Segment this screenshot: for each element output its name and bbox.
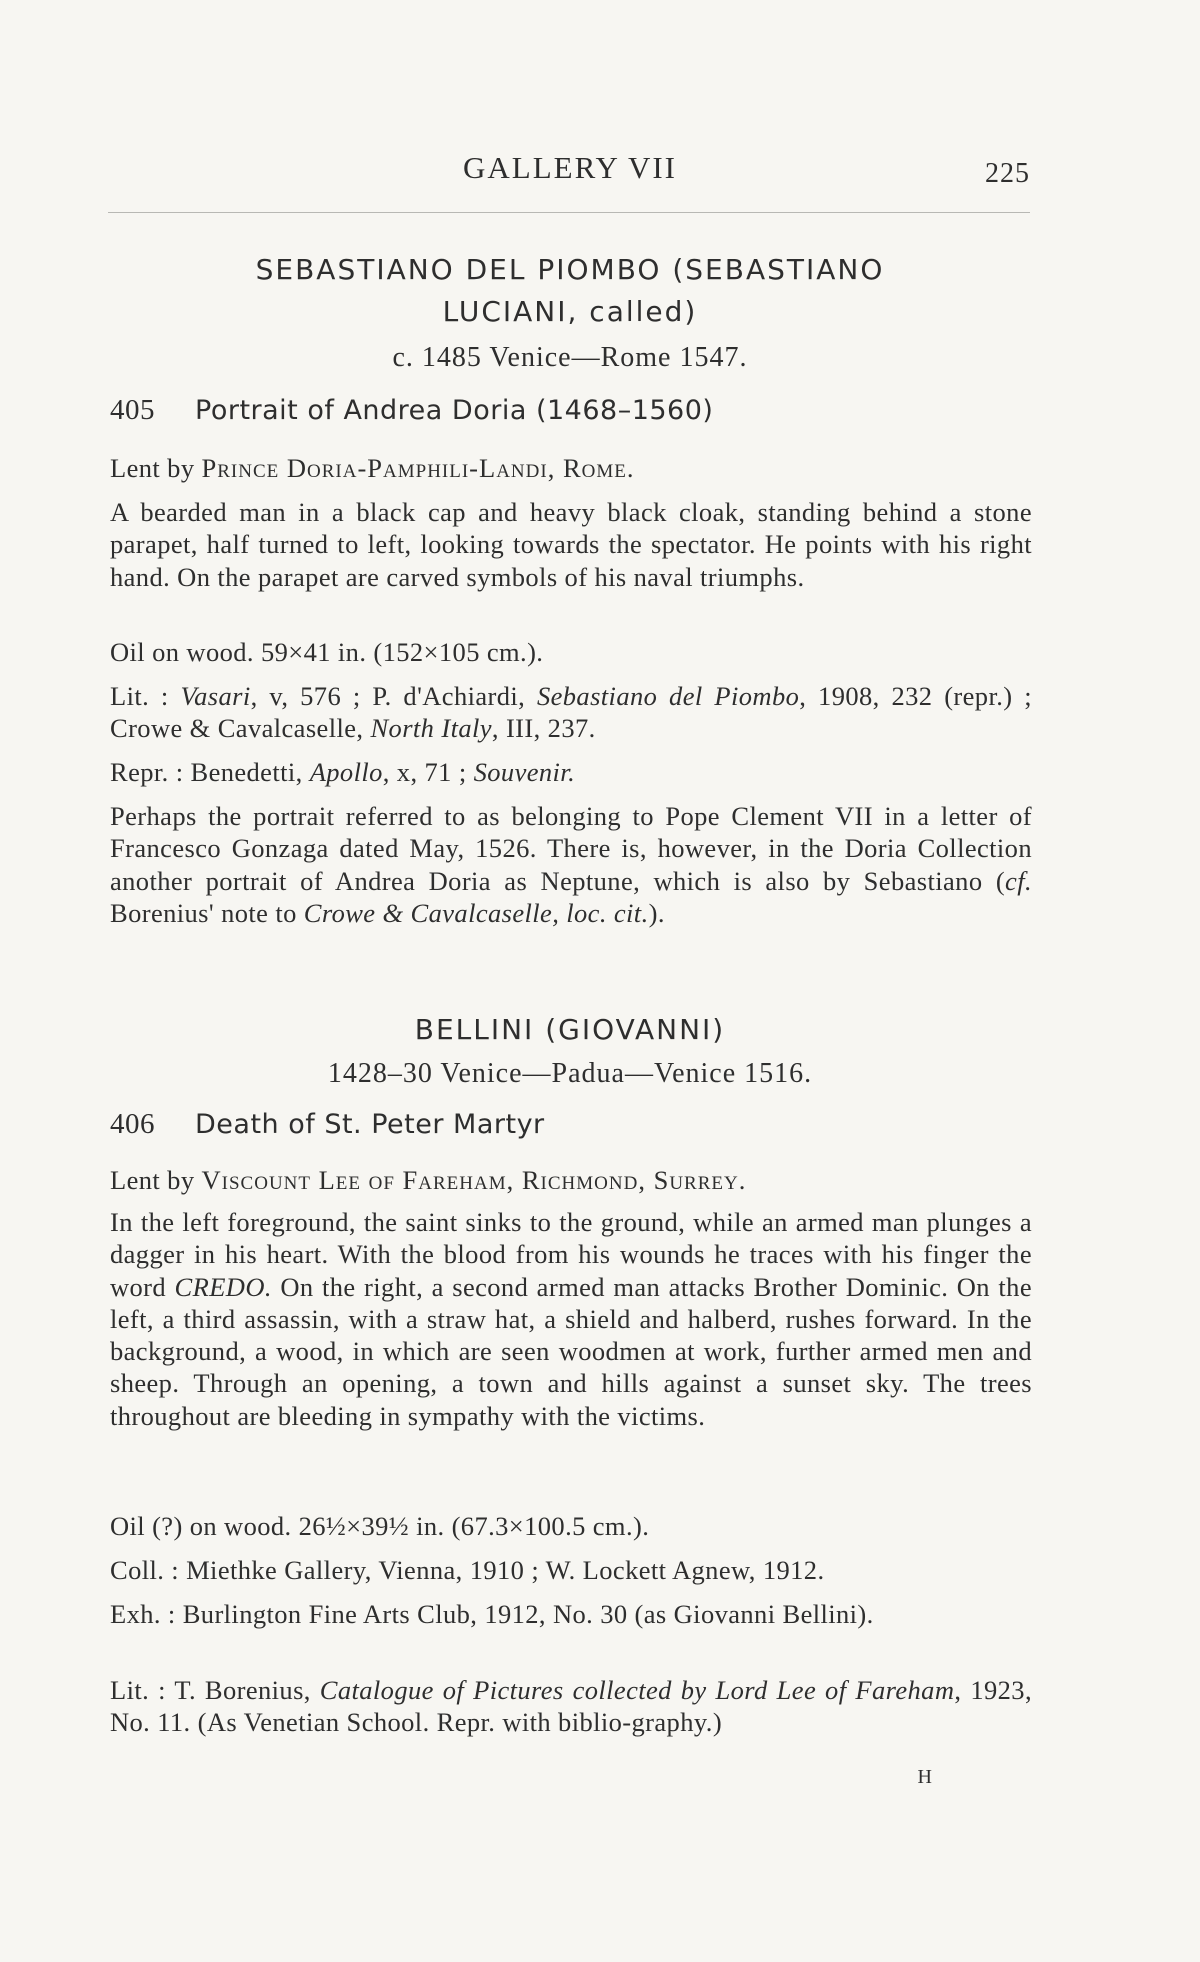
signature-mark: H: [917, 1766, 932, 1788]
note-405: [110, 800, 1032, 929]
lender-line-405: [110, 452, 1032, 484]
repr-souvenir: Souvenir.: [473, 757, 576, 787]
running-head: [110, 150, 1030, 194]
lit-sebastiano: Sebastiano del Piombo: [536, 681, 800, 711]
artist-heading-bellini: BELLINI (GIOVANNI): [414, 1013, 726, 1046]
entry-number: 406: [110, 1108, 155, 1140]
lender-line-406: [110, 1164, 1032, 1196]
note-crowe: Crowe & Cavalcaselle, loc. cit.: [303, 897, 649, 928]
note-cf: cf.: [1005, 865, 1032, 896]
artist-heading-line1: SEBASTIANO DEL PIOMBO (SEBASTIANO: [255, 253, 885, 286]
note-text: Perhaps the portrait referred to as belonging to Pope Clement VII in a letter of Francesco Gonzaga dated May, 1526. There is, however, in the Doria Collection another portrait of Andrea Doria as Neptune, which is also by Sebastiano (: [110, 801, 1032, 896]
lit-vasari: Vasari: [180, 681, 251, 711]
repr-prefix: Repr. : Benedetti,: [110, 757, 310, 787]
entry-title: Portrait of Andrea Doria (1468–1560): [195, 395, 714, 426]
literature-405: [110, 680, 1032, 745]
description-text: On the right, a second armed man attacks Brother Dominic. On the left, a third assassin, with a straw hat, a shield and halberd, rushes forward. In the background, a wood, in which are seen woodmen at work, further armed men and sheep. Through an opening, a town and hills against a sunset sky. The trees throughout are bleeding in sympathy with the victims.: [110, 1271, 1032, 1431]
artist-dates-bellini: 1428–30 Venice—Padua—Venice 1516.: [327, 1058, 813, 1089]
entry-title: Death of St. Peter Martyr: [195, 1109, 545, 1140]
medium-405: Oil on wood. 59×41 in. (152×105 cm.).: [110, 637, 544, 667]
running-title: GALLERY VII: [462, 150, 677, 185]
description-credo: CREDO.: [174, 1271, 272, 1302]
artist-dates-sebastiano: c. 1485 Venice—Rome 1547.: [392, 342, 748, 373]
artist-heading-line2: LUCIANI, called): [442, 295, 698, 328]
lit-prefix: Lit. :: [110, 681, 181, 711]
medium-406: Oil (?) on wood. 26½×39½ in. (67.3×100.5 cm.).: [110, 1511, 650, 1541]
collection-406: Coll. : Miethke Gallery, Vienna, 1910 ; W. Lockett Agnew, 1912.: [110, 1555, 825, 1585]
description-406: [110, 1206, 1032, 1432]
reproduction-405: [110, 756, 1032, 788]
lit-text: , 1908, 232 (repr.) ; Crowe & Cavalcaselle,: [110, 681, 1033, 744]
note-text: Borenius' note to: [110, 897, 304, 928]
entry-number: 405: [110, 394, 155, 426]
exhibition-406: Exh. : Burlington Fine Arts Club, 1912, No. 30 (as Giovanni Bellini).: [110, 1599, 874, 1629]
note-text: ).: [648, 897, 665, 928]
repr-text: , x, 71 ;: [382, 757, 474, 787]
description-text: In the left foreground, the saint sinks to the ground, while an armed man plunges a dagger in his heart. With the blood from his wounds he traces with his finger the word: [110, 1207, 1032, 1302]
lit-text: , 1923, No. 11. (As Venetian School. Repr. with biblio-graphy.): [110, 1675, 1032, 1738]
artist-heading-sebastiano: [70, 252, 1070, 330]
header-rule: [108, 212, 1030, 213]
lender-name: Viscount Lee of Fareham, Richmond, Surrey.: [201, 1165, 747, 1195]
entry-heading-406: [110, 1108, 1032, 1141]
lender-name: Prince Doria-Pamphili-Landi, Rome.: [201, 453, 635, 483]
repr-apollo: Apollo: [309, 757, 383, 787]
lit-catalogue: Catalogue of Pictures collected by Lord Lee of Fareham: [319, 1675, 955, 1705]
description-405: A bearded man in a black cap and heavy black cloak, standing behind a stone parapet, half turned to left, looking towards the spectator. He points with his right hand. On the parapet are carved symbols of his naval triumphs.: [110, 497, 1032, 592]
lit-prefix: Lit. : T. Borenius,: [110, 1675, 320, 1705]
lender-prefix: Lent by: [110, 453, 202, 483]
lit-north-italy: North Italy: [370, 713, 492, 744]
page-number: 225: [985, 158, 1030, 189]
lit-text: , v, 576 ; P. d'Achiardi,: [250, 681, 537, 711]
literature-406: [110, 1674, 1032, 1739]
lender-prefix: Lent by: [110, 1165, 202, 1195]
lit-text: , III, 237.: [491, 713, 596, 744]
entry-heading-405: [110, 394, 1032, 427]
